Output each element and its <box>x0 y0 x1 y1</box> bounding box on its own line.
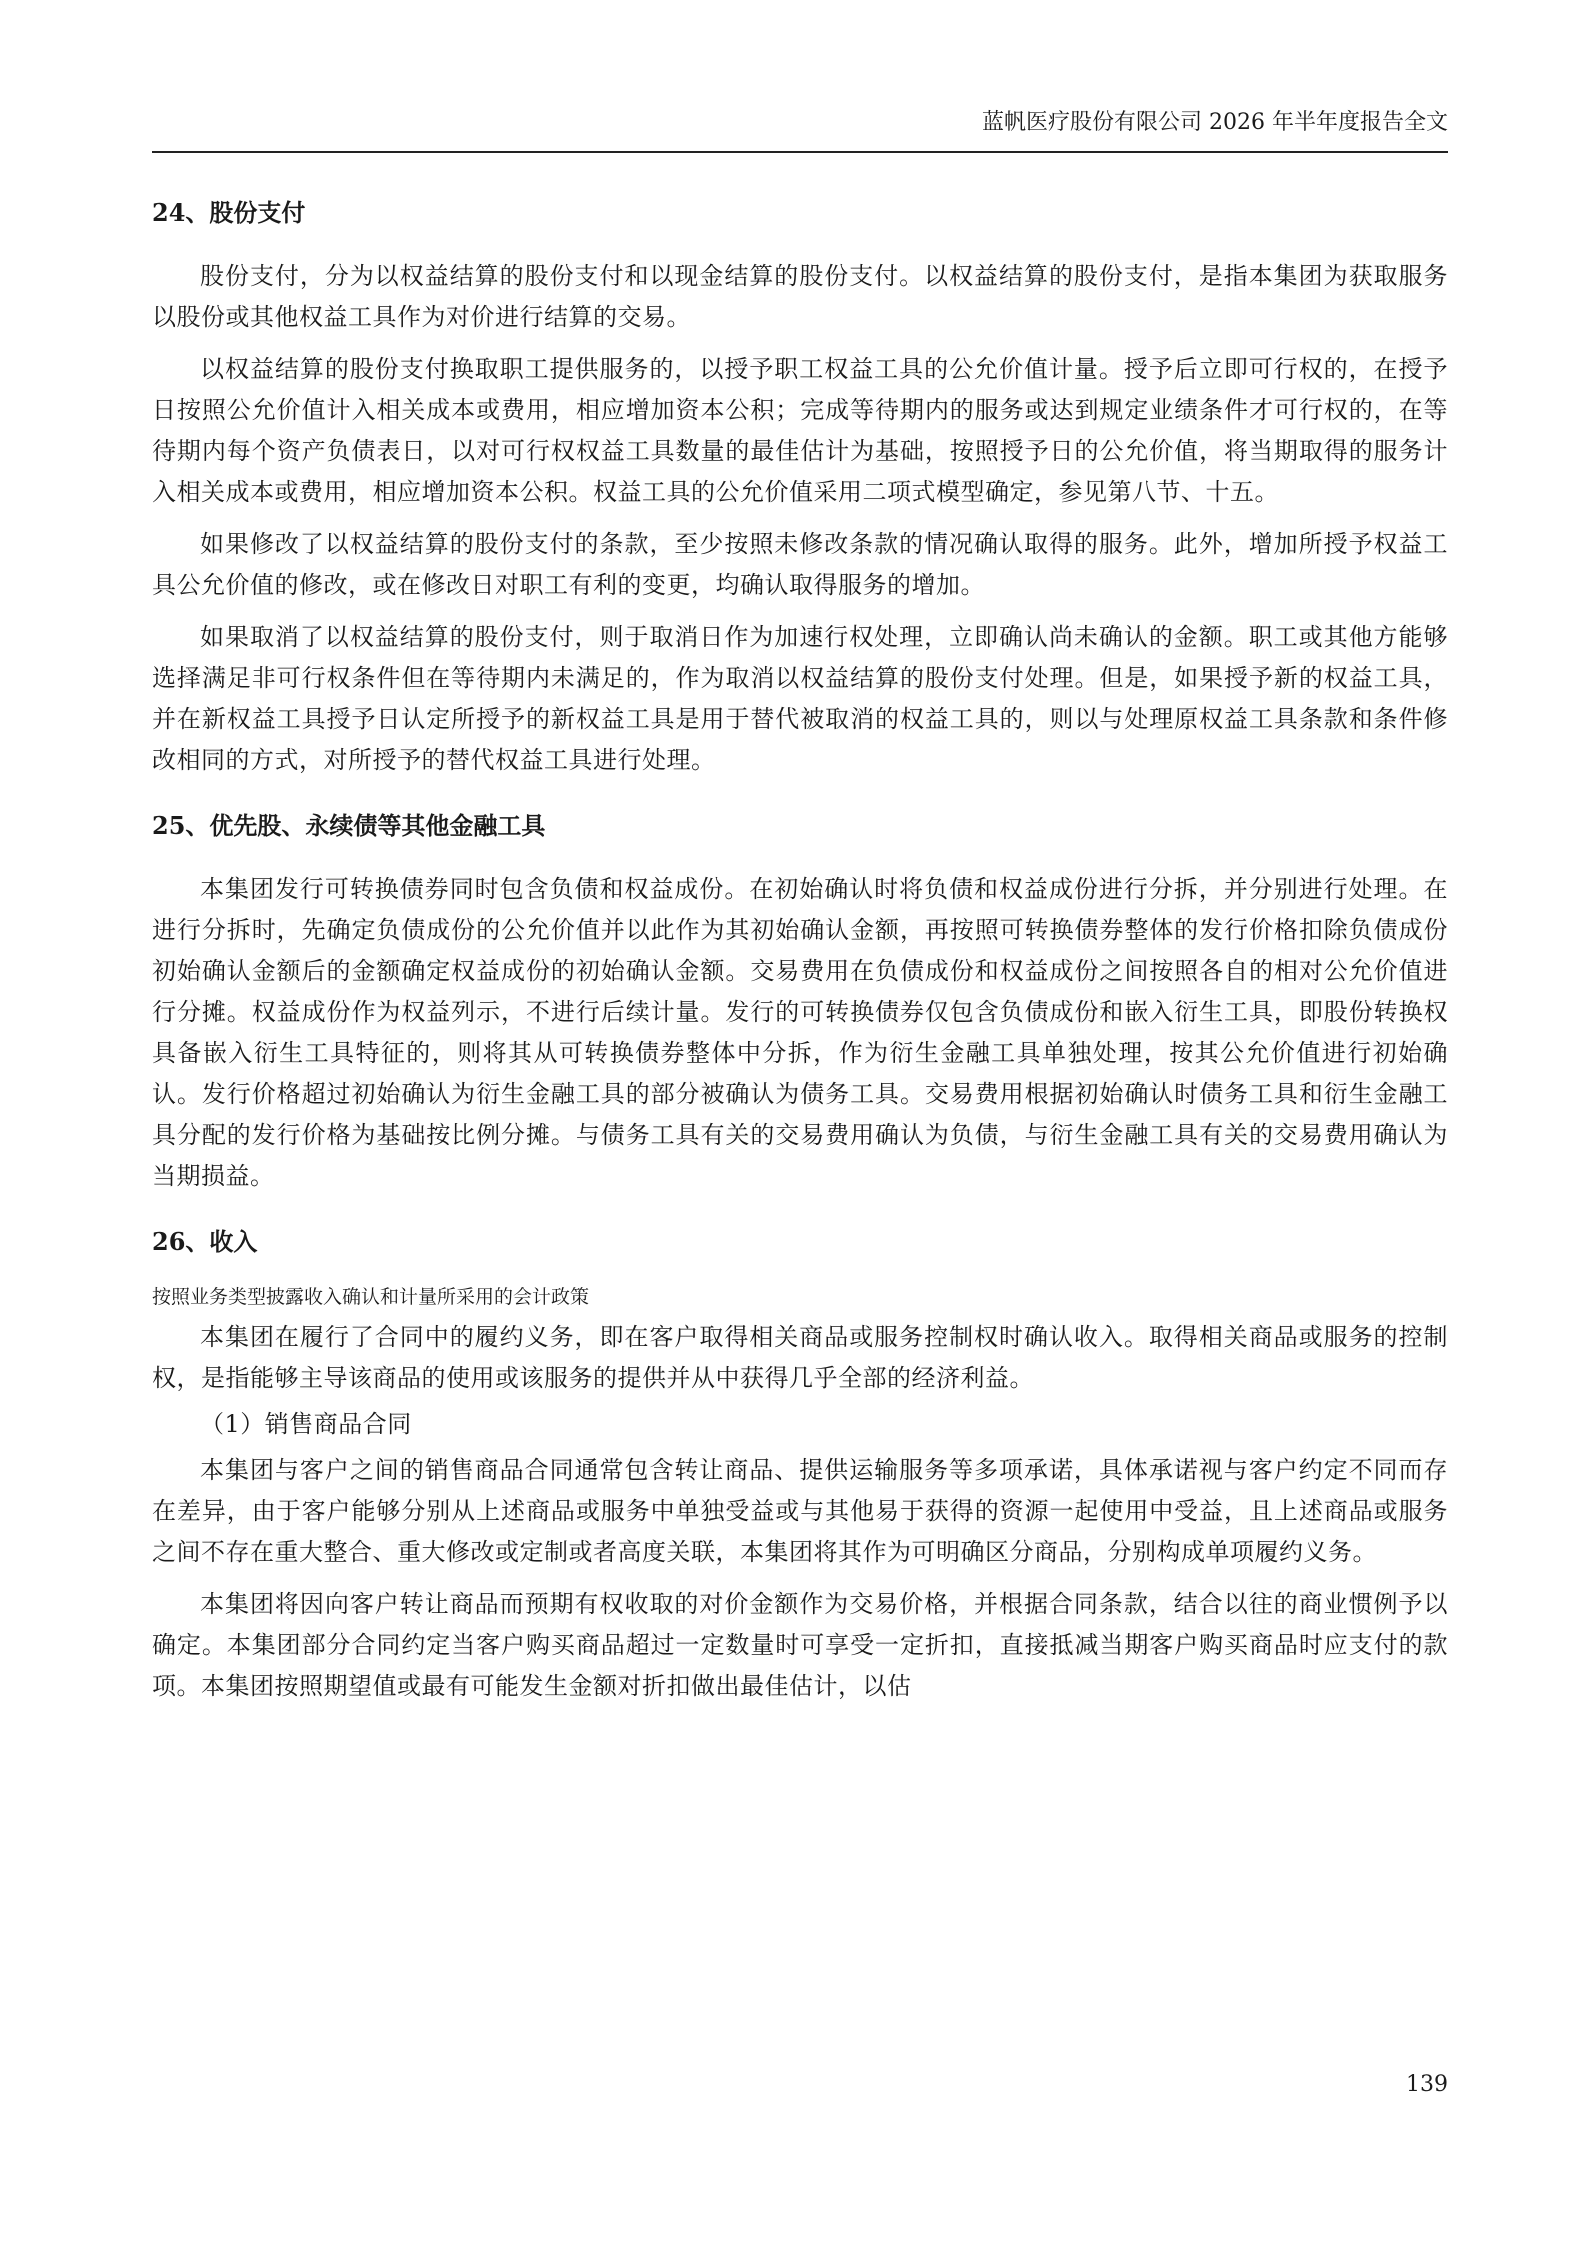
paragraph: 本集团在履行了合同中的履约义务，即在客户取得相关商品或服务控制权时确认收入。取得相关商品或服务的控制权，是指能够主导该商品的使用或该服务的提供并从中获得几乎全部的经济利益。 <box>152 1323 1448 1392</box>
section-heading-25: 25、优先股、永续债等其他金融工具 <box>152 811 546 840</box>
paragraph: 以权益结算的股份支付换取职工提供服务的，以授予职工权益工具的公允价值计量。授予后立即可行权的，在授予日按照公允价值计入相关成本或费用，相应增加资本公积；完成等待期内的服务或达到规定业绩条件才可行权的，在等待期内每个资产负债表日，以对可行权权益工具数量的最佳估计为基础，按照授予日的公允价值，将当期取得的服务计入相关成本或费用，相应增加资本公积。权益工具的公允价值采用二项式模型确定，参见第八节、十五。 <box>152 355 1448 506</box>
paragraph: 股份支付，分为以权益结算的股份支付和以现金结算的股份支付。以权益结算的股份支付，是指本集团为获取服务以股份或其他权益工具作为对价进行结算的交易。 <box>152 262 1448 331</box>
paragraph: 如果取消了以权益结算的股份支付，则于取消日作为加速行权处理，立即确认尚未确认的金额。职工或其他方能够选择满足非可行权条件但在等待期内未满足的，作为取消以权益结算的股份支付处理。但是，如果授予新的权益工具，并在新权益工具授予日认定所授予的新权益工具是用于替代被取消的权益工具的，则以与处理原权益工具条款和条件修改相同的方式，对所授予的替代权益工具进行处理。 <box>152 623 1448 774</box>
section-24 <box>152 192 1448 781</box>
paragraph: 本集团将因向客户转让商品而预期有权收取的对价金额作为交易价格，并根据合同条款，结合以往的商业惯例予以确定。本集团部分合同约定当客户购买商品超过一定数量时可享受一定折扣，直接抵减当期客户购买商品时应支付的款项。本集团按照期望值或最有可能发生金额对折扣做出最佳估计，以估 <box>152 1590 1448 1700</box>
list-item-label: （1）销售商品合同 <box>200 1410 412 1438</box>
section-heading-26: 26、收入 <box>152 1227 258 1256</box>
paragraph: 本集团与客户之间的销售商品合同通常包含转让商品、提供运输服务等多项承诺，具体承诺视与客户约定不同而存在差异，由于客户能够分别从上述商品或服务中单独受益或与其他易于获得的资源一起使用中受益，且上述商品或服务之间不存在重大整合、重大修改或定制或者高度关联，本集团将其作为可明确区分商品，分别构成单项履约义务。 <box>152 1456 1448 1566</box>
document-body <box>152 192 1448 1707</box>
section-heading-24: 24、股份支付 <box>152 198 306 227</box>
page-number: 139 <box>1406 2072 1448 2097</box>
policy-subheading: 按照业务类型披露收入确认和计量所采用的会计政策 <box>152 1286 590 1308</box>
section-26 <box>152 1221 1448 1707</box>
paragraph: 本集团发行可转换债券同时包含负债和权益成份。在初始确认时将负债和权益成份进行分拆，并分别进行处理。在进行分拆时，先确定负债成份的公允价值并以此作为其初始确认金额，再按照可转换债券整体的发行价格扣除负债成份初始确认金额后的金额确定权益成份的初始确认金额。交易费用在负债成份和权益成份之间按照各自的相对公允价值进行分摊。权益成份作为权益列示，不进行后续计量。发行的可转换债券仅包含负债成份和嵌入衍生工具，即股份转换权具备嵌入衍生工具特征的，则将其从可转换债券整体中分拆，作为衍生金融工具单独处理，按其公允价值进行初始确认。发行价格超过初始确认为衍生金融工具的部分被确认为债务工具。交易费用根据初始确认时债务工具和衍生金融工具分配的发行价格为基础按比例分摊。与债务工具有关的交易费用确认为负债，与衍生金融工具有关的交易费用确认为当期损益。 <box>152 875 1448 1190</box>
page-header: 蓝帆医疗股份有限公司 2026 年半年度报告全文 <box>982 110 1448 135</box>
header-divider <box>152 151 1448 153</box>
section-25 <box>152 805 1448 1197</box>
paragraph: 如果修改了以权益结算的股份支付的条款，至少按照未修改条款的情况确认取得的服务。此外，增加所授予权益工具公允价值的修改，或在修改日对职工有利的变更，均确认取得服务的增加。 <box>152 530 1448 599</box>
